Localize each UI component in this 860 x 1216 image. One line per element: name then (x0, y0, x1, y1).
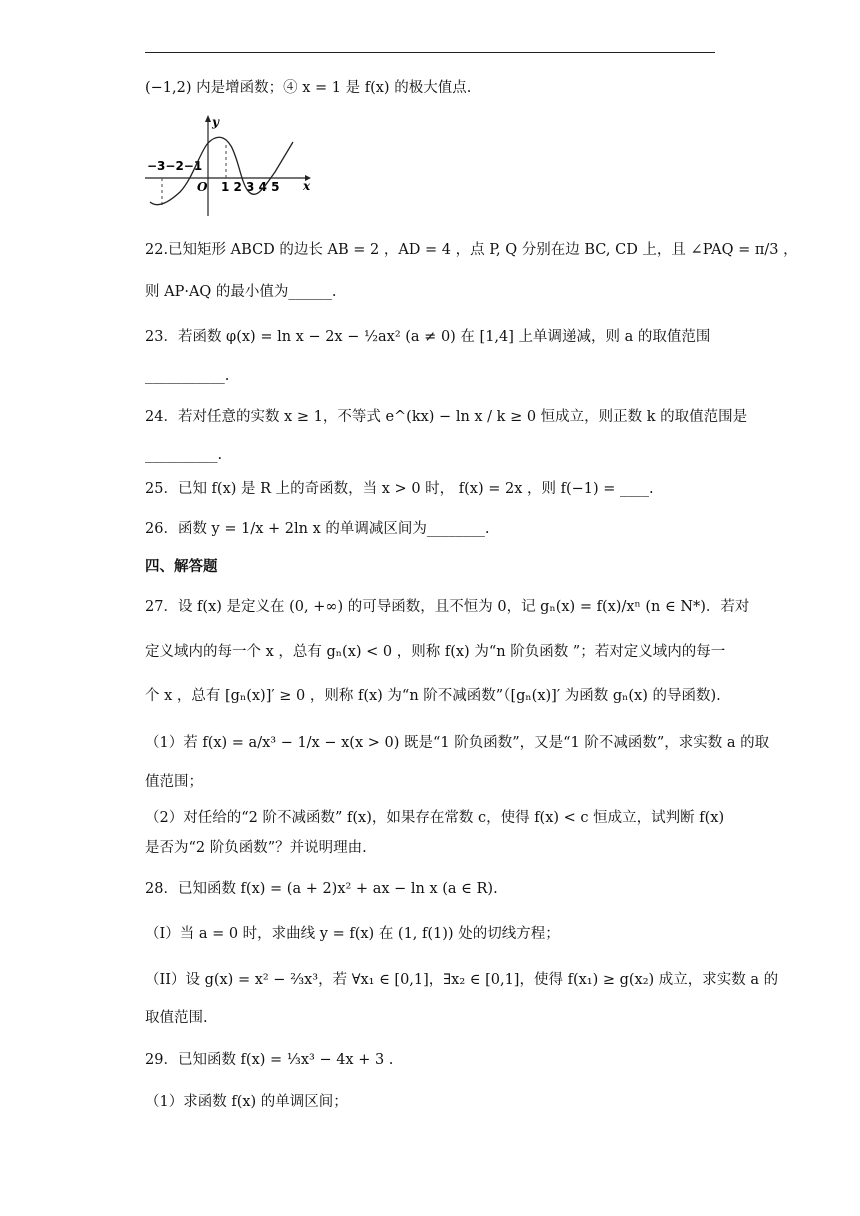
question-27-line-6: （2）对任给的“2 阶不减函数” f(x)，如果存在常数 c，使得 f(x) < c 恒成立，试判断 f(x) (145, 810, 725, 826)
question-28-line-1: 28．已知函数 f(x) = (a + 2)x² + ax − ln x (a ∈ R). (145, 881, 498, 897)
question-28-line-3: （II）设 g(x) = x² − ⅔x³，若 ∀x₁ ∈ [0,1]，∃x₂ ∈ [0,1]，使得 f(x₁) ≥ g(x₂) 成立，求实数 a 的 (145, 972, 779, 988)
question-27-line-2: 定义域内的每一个 x ，总有 gₙ(x) < 0 ，则称 f(x) 为“n 阶负函数 ”；若对定义域内的每一 (145, 644, 726, 660)
x-axis-label: x (303, 179, 311, 193)
question-28-line-2: （I）当 a = 0 时，求曲线 y = f(x) 在 (1, f(1)) 处的切线方程； (145, 926, 560, 942)
question-28-line-4: 取值范围. (145, 1010, 208, 1026)
question-22-line-1: 22.已知矩形 ABCD 的边长 AB = 2 ，AD = 4 ，点 P, Q 分别在边 BC, CD 上，且 ∠PAQ = π/3 ， (145, 242, 798, 258)
question-27-line-3: 个 x ，总有 [gₙ(x)]′ ≥ 0 ，则称 f(x) 为“n 阶不减函数”（[gₙ(x)]′ 为函数 gₙ(x) 的导函数). (145, 688, 721, 704)
question-27-line-4: （1）若 f(x) = a/x³ − 1/x − x(x > 0) 既是“1 阶负函数”，又是“1 阶不减函数”，求实数 a 的取 (145, 735, 770, 751)
question-23-line-1: 23．若函数 φ(x) = ln x − 2x − ½ax² (a ≠ 0) 在 [1,4] 上单调递减，则 a 的取值范围 (145, 329, 711, 345)
question-29-line-1: 29．已知函数 f(x) = ⅓x³ − 4x + 3 . (145, 1052, 394, 1068)
text-line: (−1,2) 内是增函数；④ x = 1 是 f(x) 的极大值点. (145, 80, 472, 96)
question-26: 26．函数 y = 1/x + 2ln x 的单调减区间为________. (145, 521, 490, 537)
negative-ticks: −3−2−1 (147, 159, 203, 173)
question-25: 25．已知 f(x) 是 R 上的奇函数，当 x > 0 时， f(x) = 2x ，则 f(−1) = ____. (145, 481, 654, 497)
section-heading: 四、解答题 (145, 558, 218, 575)
origin-label: O (197, 180, 208, 194)
question-23-line-2: ___________. (145, 368, 230, 384)
y-axis-label: y (212, 115, 219, 129)
question-27-line-1: 27．设 f(x) 是定义在 (0, +∞) 的可导函数，且不恒为 0，记 gₙ(x) = f(x)/xⁿ (n ∈ N*)．若对 (145, 599, 750, 615)
function-graph (145, 112, 320, 218)
positive-ticks: 1 2 3 4 5 (221, 180, 280, 194)
header-rule (145, 52, 715, 53)
question-27-line-5: 值范围； (145, 774, 203, 790)
question-24-line-2: __________. (145, 447, 223, 463)
question-22-line-2: 则 AP·AQ 的最小值为______. (145, 284, 337, 300)
question-27-line-7: 是否为“2 阶负函数”？并说明理由. (145, 840, 367, 856)
question-24-line-1: 24．若对任意的实数 x ≥ 1，不等式 e^(kx) − ln x / k ≥ 0 恒成立，则正数 k 的取值范围是 (145, 409, 748, 425)
question-29-line-2: （1）求函数 f(x) 的单调区间； (145, 1094, 348, 1110)
